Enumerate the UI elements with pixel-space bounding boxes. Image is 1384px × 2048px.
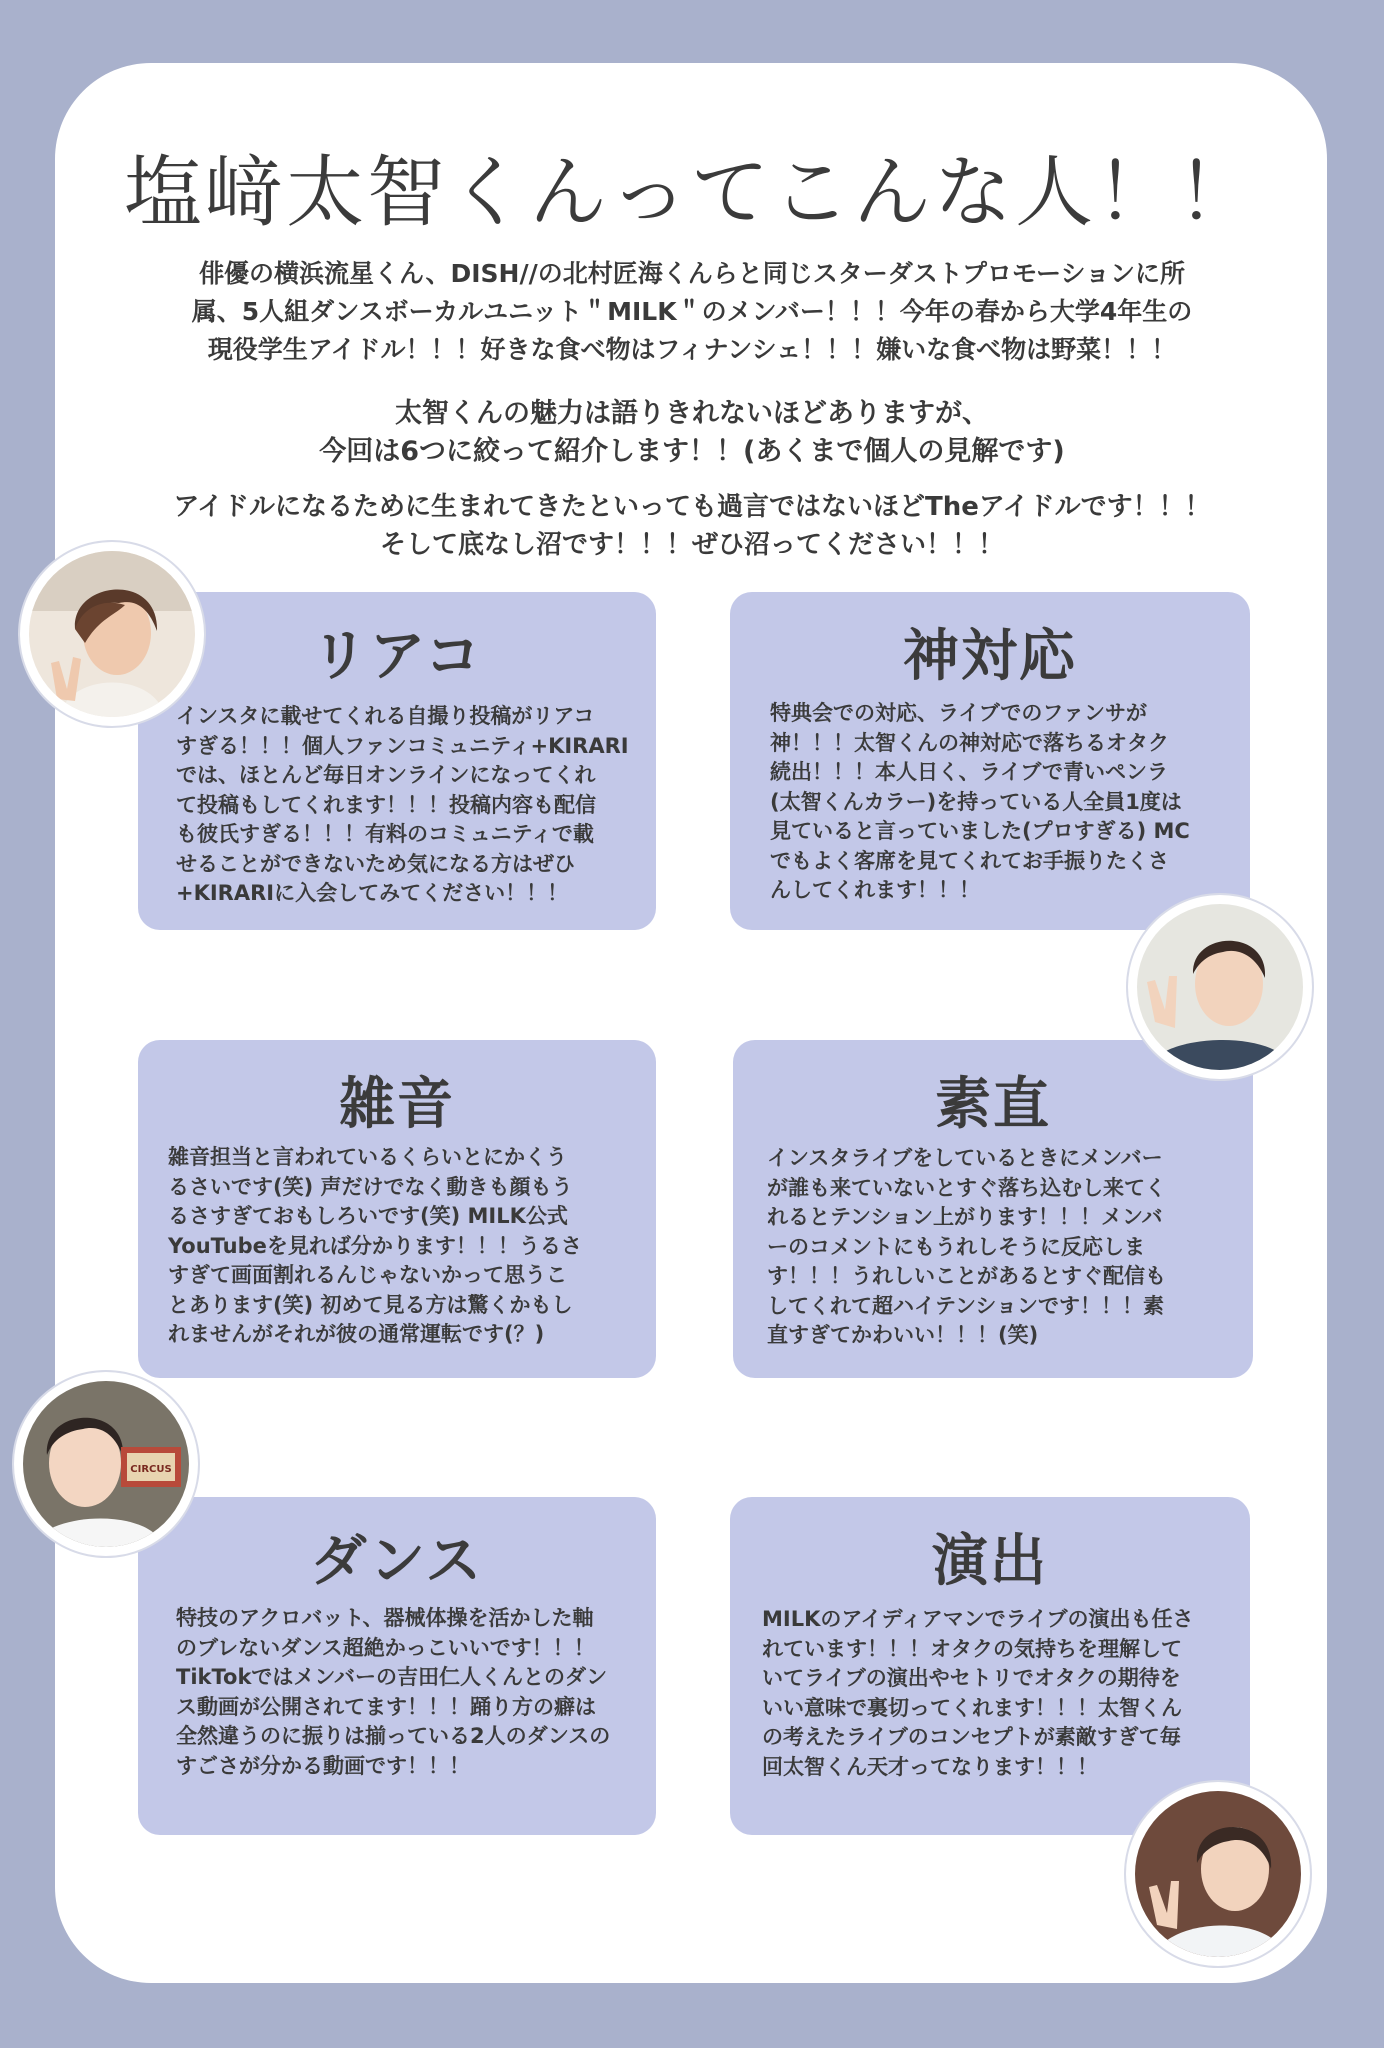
- feature-line: ーのコメントにもうれしそうに反応しま: [767, 1234, 1145, 1259]
- feature-box-enshutsu: [730, 1497, 1250, 1835]
- circus-sign: CIRCUS: [130, 1464, 172, 1475]
- feature-box-sunao: [733, 1040, 1253, 1378]
- intro-line: 俳優の横浜流星くん、DISH//の北村匠海くんらと同じスターダストプロモーションに所: [199, 259, 1185, 288]
- feature-line: れませんがそれが彼の通常運転です(？): [168, 1322, 545, 1346]
- feature-line: いてライブの演出やセトリでオタクの期待を: [762, 1666, 1181, 1690]
- feature-line: も彼氏すぎる！！！有料のコミュニティで載: [176, 822, 594, 846]
- feature-title: リアコ: [311, 624, 483, 689]
- intro-line: 太智くんの魅力は語りきれないほどありますが、: [395, 398, 989, 429]
- feature-line: 特典会での対応、ライブでのファンサが: [770, 701, 1147, 725]
- avatar-photo-1: [20, 542, 204, 726]
- page-title: 塩﨑太智くんってこんな人！！: [123, 148, 1258, 238]
- feature-line: の考えたライブのコンセプトが素敵すぎて毎: [762, 1725, 1181, 1749]
- feature-line: 全然違うのに振りは揃っている2人のダンスの: [176, 1724, 611, 1748]
- feature-title: 神対応: [903, 624, 1077, 689]
- feature-box-kamitaiou: [730, 592, 1250, 930]
- intro-line: 属、5人組ダンスボーカルユニット＂MILK＂のメンバー！！！今年の春から大学4年生の: [191, 297, 1193, 326]
- feature-line: のブレないダンス超絶かっこいいです！！！: [176, 1635, 595, 1660]
- feature-text: [168, 1143, 582, 1350]
- feature-line: が誰も来ていないとすぐ落ち込むし来てく: [767, 1175, 1166, 1200]
- intro-profile: [130, 255, 1254, 369]
- feature-title: 演出: [932, 1529, 1048, 1594]
- feature-text: [176, 702, 629, 909]
- feature-line: 直すぎてかわいい！！！(笑): [767, 1323, 1039, 1347]
- avatar-photo-3: [14, 1372, 198, 1556]
- feature-line: すごさが分かる動画です！！！: [176, 1753, 470, 1778]
- feature-line: すぎて画面割れるんじゃないかって思うこ: [168, 1263, 567, 1287]
- feature-title: 素直: [935, 1072, 1051, 1137]
- feature-text: [770, 699, 1190, 906]
- avatar-photo-2: [1128, 895, 1312, 1079]
- feature-line: (太智くんカラー)を持っている人全員1度は: [770, 789, 1182, 814]
- portrait-image: [23, 1381, 189, 1547]
- feature-line: インスタライブをしているときにメンバー: [767, 1146, 1163, 1170]
- feature-line: YouTubeを見れば分かります！！！うるさ: [168, 1233, 582, 1258]
- feature-text: [762, 1605, 1194, 1782]
- feature-title: 雑音: [339, 1072, 455, 1137]
- feature-text: [176, 1604, 610, 1781]
- feature-line: いい意味で裏切ってくれます！！！太智くん: [762, 1695, 1182, 1720]
- intro-summary: [130, 395, 1254, 471]
- feature-line: MILKのアイディアマンでライブの演出も任さ: [762, 1607, 1194, 1631]
- feature-line: 見ていると言っていました(プロすぎる) MC: [770, 819, 1190, 843]
- feature-line: ス動画が公開されてます！！！踊り方の癖は: [176, 1694, 596, 1719]
- feature-line: す！！！うれしいことがあるとすぐ配信も: [767, 1264, 1166, 1288]
- avatar-photo-4: [1126, 1782, 1310, 1966]
- feature-line: んしてくれます！！！: [770, 878, 980, 902]
- feature-line: て投稿もしてくれます！！！投稿内容も配信: [176, 792, 596, 817]
- portrait-image: [29, 551, 195, 717]
- feature-line: れています！！！オタクの気持ちを理解して: [762, 1636, 1182, 1661]
- intro-line: そして底なし沼です！！！ぜひ沼ってください！！！: [379, 530, 1004, 560]
- feature-line: すぎる！！！個人ファンコミュニティ+KIRARI: [176, 733, 629, 758]
- intro-closing: [130, 488, 1254, 564]
- feature-line: 回太智くん天才ってなります！！！: [762, 1754, 1098, 1779]
- feature-text: [767, 1144, 1166, 1351]
- feature-line: れるとテンション上がります！！！メンバ: [767, 1205, 1163, 1229]
- feature-line: 特技のアクロバット、器械体操を活かした軸: [176, 1606, 594, 1630]
- feature-title: ダンス: [310, 1529, 484, 1594]
- feature-line: インスタに載せてくれる自撮り投稿がリアコ: [176, 704, 595, 728]
- feature-line: 神！！！太智くんの神対応で落ちるオタク: [770, 730, 1169, 755]
- feature-line: でもよく客席を見てくれてお手振りたくさ: [770, 848, 1169, 873]
- portrait-image: [1137, 904, 1303, 1070]
- feature-line: してくれて超ハイテンションです！！！素: [767, 1293, 1165, 1318]
- feature-line: では、ほとんど毎日オンラインになってくれ: [176, 763, 596, 787]
- feature-line: 雑音担当と言われているくらいとにかくう: [168, 1145, 567, 1169]
- feature-line: るさいです(笑) 声だけでなく動きも顔もう: [168, 1174, 573, 1199]
- intro-line: アイドルになるために生まれてきたといっても過言ではないほどTheアイドルです！！！: [173, 492, 1211, 522]
- intro-line: 現役学生アイドル！！！好きな食べ物はフィナンシェ！！！嫌いな食べ物は野菜！！！: [207, 335, 1177, 364]
- feature-box-dance: [138, 1497, 656, 1835]
- feature-line: せることができないため気になる方はぜひ: [176, 851, 575, 876]
- feature-box-zatsuon: [138, 1040, 656, 1378]
- feature-line: +KIRARIに入会してみてください！！！: [176, 881, 569, 905]
- portrait-image: [1135, 1791, 1301, 1957]
- feature-line: 続出！！！本人日く、ライブで青いペンラ: [770, 760, 1168, 784]
- feature-line: とあります(笑) 初めて見る方は驚くかもし: [168, 1292, 573, 1317]
- feature-line: TikTokではメンバーの吉田仁人くんとのダン: [176, 1665, 608, 1689]
- feature-box-riako: [138, 592, 656, 930]
- intro-line: 今回は6つに絞って紹介します！！(あくまで個人の見解です): [319, 436, 1065, 467]
- feature-line: るさすぎておもしろいです(笑) MILK公式: [168, 1204, 568, 1228]
